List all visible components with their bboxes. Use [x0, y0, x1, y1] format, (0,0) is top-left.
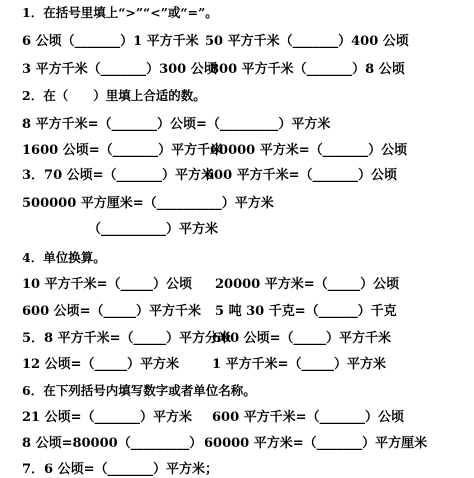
q6-title: 6．在下列括号内填写数字或者单位名称。: [22, 383, 256, 398]
q7-row1: 7．6 公顷=（_______）平方米；: [22, 462, 219, 477]
q4-row1-left: 10 平方千米=（_____）公顷: [22, 277, 193, 292]
q1-row1-left: 6 公顷（_______）1 平方千米: [22, 34, 199, 49]
q3-row1-right: 600 平方千米=（_______）公顷: [205, 168, 398, 183]
q5-row2-left: 12 公顷=（_____）平方米: [22, 357, 180, 372]
q1-row2-right: 800 平方千米（_______）8 公顷: [210, 62, 405, 77]
q2-row1: 8 平方千米=（_______）公顷=（_________）平方米: [22, 117, 331, 132]
q6-row1-left: 21 公顷=（_______）平方米: [22, 410, 193, 425]
q6-row2-left: 8 公顷=80000（_________）: [22, 436, 203, 451]
q1-row2-left: 3 平方千米（_______）300 公顷: [22, 62, 217, 77]
q3-row2: 500000 平方厘米=（__________）平方米: [22, 196, 274, 211]
q2-title: 2．在（ ）里填上合适的数。: [22, 88, 206, 103]
q3-row1-left: 3．70 公顷=（_______）平方米: [22, 168, 215, 183]
q4-row2-right: 5 吨 30 千克=（______）千克: [215, 304, 397, 319]
q4-row1-right: 20000 平方米=（_____）公顷: [215, 277, 400, 292]
q4-row2-left: 600 公顷=（_____）平方千米: [22, 304, 202, 319]
q1-row1-right: 50 平方千米（_______）400 公顷: [205, 34, 409, 49]
q5-row2-right: 1 平方千米=（_____）平方米: [212, 357, 386, 372]
q2-row2-left: 1600 公顷=（_______）平方千米: [22, 143, 224, 158]
q6-row1-right: 600 平方千米=（_______）公顷: [212, 410, 405, 425]
q5-row1-right: 600 公顷=（_____）平方千米: [212, 331, 392, 346]
q3-row3: （__________）平方米: [88, 222, 219, 237]
q2-row2-right: 60000 平方米=（_______）公顷: [210, 143, 408, 158]
q6-row2-right: 60000 平方米=（_______）平方厘米: [204, 436, 428, 451]
q4-title: 4．单位换算。: [22, 250, 106, 265]
q1-title: 1．在括号里填上“>”“<”或“=”。: [22, 5, 218, 20]
q5-row1-left: 5．8 平方千米=（_____）平方分米: [22, 331, 232, 346]
